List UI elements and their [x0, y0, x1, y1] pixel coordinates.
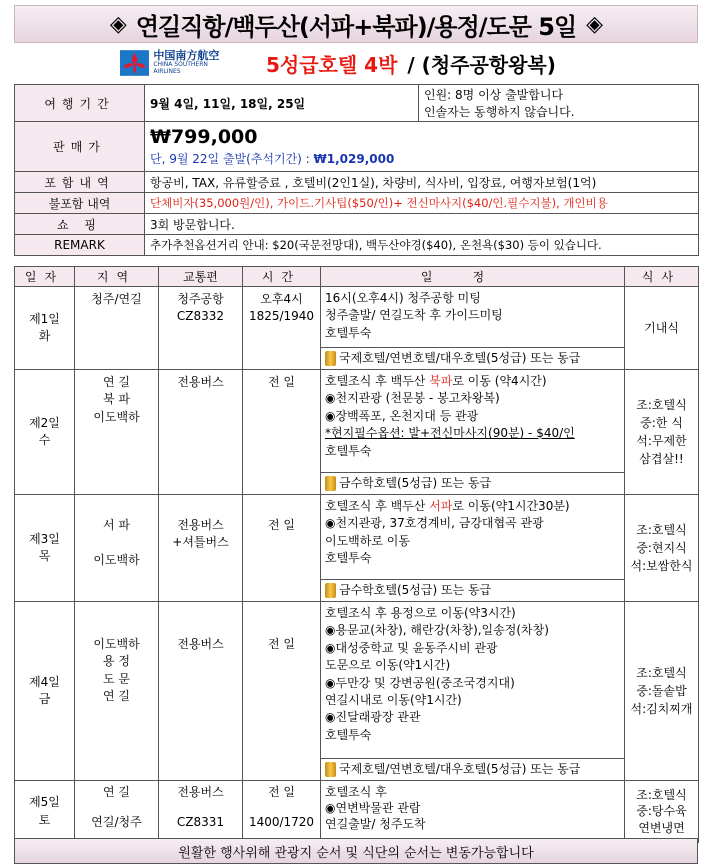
- hotel-icon: [325, 476, 336, 491]
- header-day: 일자: [15, 267, 75, 287]
- day-cell: [15, 495, 75, 602]
- itinerary-line: 이도백하로 이동: [325, 533, 410, 548]
- itinerary-line: 호텔조식 후: [325, 785, 387, 799]
- airline-kapok-icon: [120, 49, 149, 77]
- itinerary-cell: [321, 287, 625, 370]
- page-title: [14, 5, 698, 43]
- info-row-included: [15, 172, 699, 193]
- header-itinerary: 일정: [321, 267, 625, 287]
- region-line: 서 파: [103, 518, 130, 532]
- itinerary-line: ◉장백폭포, 온천지대 등 관광: [325, 408, 479, 423]
- time-cell: [243, 602, 321, 781]
- itinerary-line: 호텔투숙: [325, 727, 372, 742]
- hotel-line: [321, 579, 624, 601]
- day-weekday: 화: [38, 329, 51, 343]
- schedule-row-day4: [15, 602, 699, 781]
- hotel-name: 국제호텔/연변호텔/대우호텔(5성급) 또는 동급: [339, 350, 581, 365]
- time-cell: [243, 495, 321, 602]
- hotel-name: 금수학호텔(5성급) 또는 동급: [339, 475, 492, 490]
- time-cell: [243, 781, 321, 843]
- itinerary-line: 호텔투숙: [325, 443, 372, 458]
- region-cell: [75, 287, 159, 370]
- meal-cell: [625, 370, 699, 495]
- region-line: 용 정: [103, 654, 130, 669]
- itinerary-cell: [321, 781, 625, 843]
- transport-cell: [159, 495, 243, 602]
- period-notes: [419, 85, 699, 122]
- day-number: 제1일: [29, 311, 60, 326]
- subheader: [120, 44, 556, 82]
- itinerary-line: 연길시내로 이동(약1시간): [325, 692, 462, 707]
- meal-line: 조:호텔식: [636, 398, 687, 412]
- itinerary-line: 연길출발/ 청주도착: [325, 817, 426, 832]
- highlight-text: 북파: [429, 374, 453, 388]
- itinerary-line: ◉용문교(차창), 해란강(차창),일송정(차창): [325, 623, 549, 638]
- header-meals: 식사: [625, 267, 699, 287]
- day-number: 제4일: [29, 674, 60, 689]
- itinerary-line: 청주출발/ 연길도착 후 가이드미팅: [325, 308, 503, 323]
- meal-line: 석:김치찌개: [630, 702, 693, 716]
- region-line: 도 문: [103, 671, 130, 686]
- info-row-excluded: [15, 193, 699, 214]
- meal-line: 기내식: [644, 321, 679, 335]
- included-label: 포함내역: [15, 172, 145, 193]
- region-line: [77, 800, 156, 815]
- transport-cell: [159, 781, 243, 843]
- header-transport: 교통편: [159, 267, 243, 287]
- region-line: 연 길: [103, 785, 130, 799]
- hotel-icon: [325, 762, 336, 777]
- remark-label: REMARK: [15, 235, 145, 256]
- info-row-price: [15, 122, 699, 172]
- transport-line: CZ8332: [176, 309, 225, 324]
- day-weekday: 금: [38, 692, 51, 706]
- price-note-text: 단, 9월 22일 출발(추석기간) :: [150, 152, 314, 166]
- price-value: ₩799,000: [150, 126, 258, 148]
- airline-en-name: CHINA SOUTHERN AIRLINES: [153, 61, 208, 76]
- region-line: 연 길: [103, 689, 130, 704]
- transport-line: [161, 800, 240, 815]
- period-label: 여행기간: [15, 85, 145, 122]
- meal-line: 조:호텔식: [636, 788, 687, 803]
- info-row-shopping: [15, 214, 699, 235]
- day-cell: [15, 287, 75, 370]
- shopping-value: 3회 방문합니다.: [145, 214, 699, 235]
- transport-line: 전용버스: [177, 375, 224, 389]
- itinerary-text: 호텔조식 후 백두산: [325, 499, 430, 513]
- region-line: 이도백하: [93, 409, 140, 424]
- hotel-name: 금수학호텔(5성급) 또는 동급: [339, 582, 492, 597]
- itinerary-cell: [321, 602, 625, 781]
- itinerary-line: ◉천지관광 (천문봉 - 봉고차왕복): [325, 391, 500, 406]
- transport-line: +셔틀버스: [172, 535, 229, 550]
- meal-line: 중:탕수육: [636, 804, 687, 819]
- itinerary-cell: [321, 495, 625, 602]
- meal-line: 석:무제한: [636, 434, 687, 448]
- excluded-value: 단체비자(35,000원/인), 가이드.기사팁($50/인)+ 전신마사지($40/인.필수지불), 개인비용: [145, 193, 699, 214]
- hotel-line: [321, 347, 624, 369]
- meal-line: 연변냉면: [638, 820, 685, 835]
- schedule-row-day2: [15, 370, 699, 495]
- footer-note: 원활한 행사위해 관광지 순서 및 식단의 순서는 변동가능합니다: [14, 838, 698, 864]
- itinerary-line: ◉두만강 및 강변공원(중조국경지대): [325, 675, 515, 690]
- day-number: 제2일: [29, 415, 60, 430]
- schedule-row-day3: [15, 495, 699, 602]
- time-line: 전 일: [268, 375, 295, 389]
- schedule-header-row: [15, 267, 699, 287]
- time-line: 전 일: [268, 518, 295, 532]
- region-line: 이도백하: [93, 637, 140, 651]
- itinerary-line: [325, 498, 620, 515]
- hotel-line: [321, 758, 624, 780]
- region-line: 북 파: [103, 392, 130, 407]
- itinerary-text: 호텔조식 후 백두산: [325, 374, 430, 388]
- meal-line: 중:한 식: [640, 416, 683, 430]
- diamond-icon: ◈: [109, 11, 126, 37]
- time-line: 1400/1720: [248, 815, 315, 829]
- region-line: [77, 534, 156, 551]
- itinerary-text: 로 이동(약1시간30분): [452, 499, 570, 513]
- day-weekday: 수: [38, 433, 51, 447]
- itinerary-line: 호텔투숙: [325, 551, 372, 566]
- transport-line: 전용버스: [177, 518, 224, 532]
- diamond-icon: ◈: [586, 11, 603, 37]
- itinerary-text: 로 이동 (약4시간): [452, 374, 547, 388]
- meal-cell: [625, 602, 699, 781]
- region-line: 연길/청주: [91, 815, 142, 829]
- included-value: 항공비, TAX, 유류할증료 , 호텔비(2인1실), 차량비, 식사비, 입장료, 여행자보험(1억): [145, 172, 699, 193]
- info-table: [14, 84, 699, 256]
- time-line: 전 일: [268, 785, 295, 799]
- region-line: 이도백하: [93, 552, 140, 567]
- airline-logo: [120, 47, 230, 79]
- shopping-label: 쇼 핑: [15, 214, 145, 235]
- transport-line: CZ8331: [176, 815, 225, 829]
- day-weekday: 토: [38, 812, 51, 827]
- day-cell: [15, 370, 75, 495]
- region-line: 연 길: [103, 375, 130, 389]
- price-label: 판매가: [15, 122, 145, 172]
- meal-line: 중:돌솥밥: [636, 684, 687, 698]
- meal-line: 조:호텔식: [636, 666, 687, 680]
- itinerary-line: 16시(오후4시) 청주공항 미팅: [325, 291, 481, 305]
- transport-line: 전용버스: [177, 785, 224, 799]
- region-cell: [75, 370, 159, 495]
- price-note-value: ₩1,029,000: [313, 152, 395, 166]
- price-cell: [145, 122, 699, 172]
- meal-line: 조:호텔식: [636, 523, 687, 537]
- transport-cell: [159, 602, 243, 781]
- info-row-remark: [15, 235, 699, 256]
- day-number: 제5일: [29, 795, 60, 810]
- remark-value: 추가추천옵션거리 안내: $20(국문전망대), 백두산야경($40), 온천욕($30) 등이 있습니다.: [145, 235, 699, 256]
- meal-cell: [625, 781, 699, 843]
- info-row-period: [15, 85, 699, 122]
- transport-line: 청주공항: [177, 292, 224, 306]
- option-line: *현지필수옵션: 발+전신마사지(90분) - $40/인: [325, 426, 575, 441]
- day-weekday: 목: [38, 549, 51, 563]
- itinerary-line: 도문으로 이동(약1시간): [325, 658, 451, 673]
- itinerary-line: ◉진달래광장 관관: [325, 710, 421, 725]
- time-line: [245, 800, 318, 815]
- itinerary-line: 호텔투숙: [325, 325, 372, 340]
- time-line: 오후4시: [260, 292, 303, 306]
- highlight-text: 서파: [429, 499, 453, 513]
- route-info: / (청주공항왕복): [407, 52, 556, 77]
- itinerary-cell: [321, 370, 625, 495]
- region-cell: [75, 781, 159, 843]
- price-note: [150, 150, 693, 167]
- region-cell: [75, 495, 159, 602]
- header-time: 시간: [243, 267, 321, 287]
- hotel-icon: [325, 583, 336, 598]
- transport-cell: [159, 287, 243, 370]
- meal-cell: [625, 495, 699, 602]
- region-line: 청주/연길: [91, 292, 142, 306]
- header-region: 지역: [75, 267, 159, 287]
- itinerary-line: ◉천지관광, 37호경계비, 금강대협곡 관광: [325, 516, 544, 531]
- region-cell: [75, 602, 159, 781]
- hotel-icon: [325, 351, 336, 366]
- transport-cell: [159, 370, 243, 495]
- meal-line: 중:현지식: [636, 541, 687, 555]
- hotel-line: [321, 472, 624, 494]
- schedule-row-day5: [15, 781, 699, 843]
- period-dates: 9월 4일, 11일, 18일, 25일: [145, 85, 419, 122]
- itinerary-line: 호텔조식 후 용정으로 이동(약3시간): [325, 606, 516, 620]
- day-number: 제3일: [29, 531, 60, 546]
- time-line: 1825/1940: [248, 309, 315, 324]
- hotel-grade: 5성급호텔 4박: [266, 52, 398, 77]
- day-cell: [15, 781, 75, 843]
- airline-cn-name: 中国南方航空: [153, 49, 220, 63]
- schedule-row-day1: [15, 287, 699, 370]
- meal-line: 석:보쌈한식: [630, 559, 693, 573]
- time-cell: [243, 370, 321, 495]
- itinerary-line: ◉대성중학교 및 윤동주시비 관광: [325, 640, 498, 655]
- period-note-1: 인원: 8명 이상 출발합니다: [424, 88, 564, 102]
- title-text: 연길직항/백두산(서파+북파)/용정/도문 5일: [135, 12, 577, 41]
- itinerary-line: ◉연변박물관 관람: [325, 801, 421, 816]
- time-line: 전 일: [268, 637, 295, 651]
- schedule-table: [14, 266, 699, 843]
- meal-line: 삼겹살!!: [639, 452, 684, 466]
- time-cell: [243, 287, 321, 370]
- transport-line: 전용버스: [177, 637, 224, 651]
- meal-cell: [625, 287, 699, 370]
- itinerary-line: [325, 373, 620, 390]
- day-cell: [15, 602, 75, 781]
- hotel-name: 국제호텔/연변호텔/대우호텔(5성급) 또는 동급: [339, 761, 581, 776]
- excluded-label: 불포함 내역: [15, 193, 145, 214]
- period-note-2: 인솔자는 동행하지 않습니다.: [424, 105, 575, 119]
